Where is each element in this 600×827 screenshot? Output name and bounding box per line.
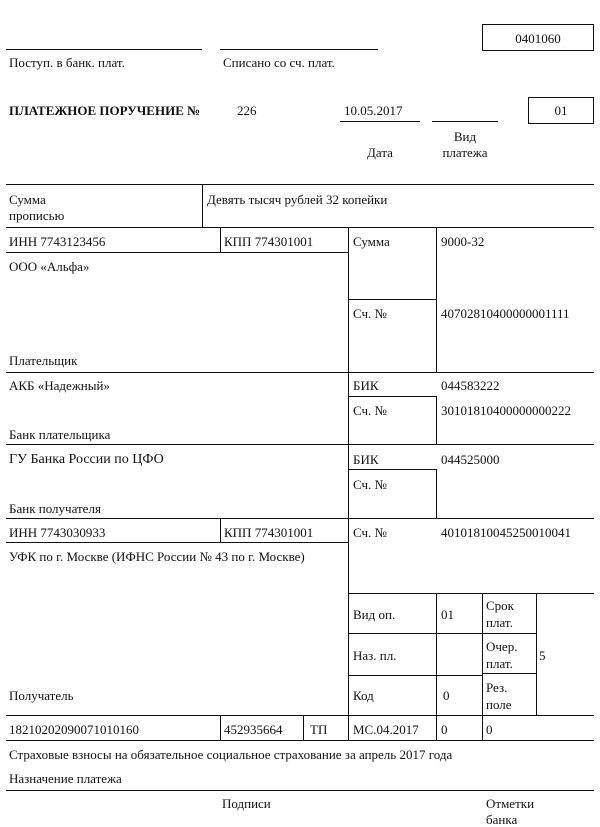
payment-type-label-1: Вид xyxy=(453,129,477,144)
received-label: Поступ. в банк. плат. xyxy=(9,55,125,70)
bank-marks-label-2: банка xyxy=(486,812,518,827)
period-value: МС.04.2017 xyxy=(353,722,419,737)
payer-account-label: Сч. № xyxy=(353,306,387,321)
queue-label-2: плат. xyxy=(486,656,513,671)
purpose-label: Назначение платежа xyxy=(9,771,122,786)
payee-name: УФК по г. Москве (ИФНС России № 43 по г. Москве) xyxy=(9,549,305,564)
queue-value: 5 xyxy=(539,648,546,663)
payer-name: ООО «Альфа» xyxy=(9,259,90,274)
bank-marks-label-1: Отметки xyxy=(486,796,535,811)
reserve-label-2: поле xyxy=(486,697,512,712)
payer-kpp: КПП 774301001 xyxy=(224,234,314,249)
col-line xyxy=(348,227,349,740)
payer-sum-value: 9000-32 xyxy=(441,234,485,249)
payee-bank-label: Банк получателя xyxy=(9,501,101,516)
row-line xyxy=(6,227,594,228)
row-line xyxy=(348,633,482,634)
payer-bank-label: Банк плательщика xyxy=(9,427,111,442)
row-line xyxy=(6,542,348,543)
status-code: 01 xyxy=(554,103,568,118)
col-line xyxy=(220,227,221,252)
col-line xyxy=(482,593,483,740)
table-bottom-line xyxy=(6,790,594,791)
payee-bank-bik-value: 044525000 xyxy=(441,452,500,467)
code-value: 0 xyxy=(443,688,450,703)
payee-inn: ИНН 7743030933 xyxy=(9,525,106,540)
reserve-label-1: Рез. xyxy=(486,680,508,695)
document-title: ПЛАТЕЖНОЕ ПОРУЧЕНИЕ № xyxy=(9,103,201,118)
payer-sum-label: Сумма xyxy=(353,234,390,249)
payer-account-value: 40702810400000001111 xyxy=(441,306,570,321)
debited-label: Списано со сч. плат. xyxy=(223,55,335,70)
form-code: 0401060 xyxy=(515,31,561,46)
payer-bank-account-value: 30101810400000000222 xyxy=(441,403,571,418)
col-line xyxy=(220,518,221,542)
row-line xyxy=(6,252,348,253)
doc-number-value: 0 xyxy=(441,722,448,737)
col-line xyxy=(303,715,304,740)
row-line xyxy=(6,444,594,445)
amount-words-label-1: Сумма xyxy=(9,192,46,207)
order-number: 226 xyxy=(237,103,257,118)
amount-words-value: Девять тысяч рублей 32 копейки xyxy=(207,192,388,207)
oktmo-value: 452935664 xyxy=(224,722,283,737)
row-line xyxy=(348,299,436,300)
row-line xyxy=(6,372,594,373)
op-type-label: Вид оп. xyxy=(353,607,396,622)
payer-label: Плательщик xyxy=(9,353,78,368)
row-line xyxy=(6,740,594,741)
row-line xyxy=(482,673,536,674)
payer-bank-account-label: Сч. № xyxy=(353,403,387,418)
row-line xyxy=(6,715,594,716)
payee-account-value: 40101810045250010041 xyxy=(441,525,571,540)
basis-value: ТП xyxy=(310,722,328,737)
due-label-1: Срок xyxy=(486,598,514,613)
payer-bank-bik-value: 044583222 xyxy=(441,378,500,393)
row-line xyxy=(348,675,482,676)
row-line xyxy=(348,469,436,470)
col-line xyxy=(536,593,537,715)
payee-kpp: КПП 774301001 xyxy=(224,525,314,540)
payee-label: Получатель xyxy=(9,688,74,703)
payment-type-label-2: платежа xyxy=(442,145,488,160)
received-line xyxy=(6,49,202,50)
kbk-value: 18210202090071010160 xyxy=(9,722,139,737)
payee-account-label: Сч. № xyxy=(353,525,387,540)
purpose-text: Страховые взносы на обязательное социальное страхование за апрель 2017 года xyxy=(9,747,453,762)
row-line xyxy=(348,396,436,397)
payer-bank-name: АКБ «Надежный» xyxy=(9,378,110,393)
table-top-line xyxy=(6,184,594,185)
code-label: Код xyxy=(353,688,374,703)
col-line xyxy=(436,593,437,740)
debited-line xyxy=(220,49,378,50)
due-label-2: плат. xyxy=(486,615,513,630)
col-line xyxy=(202,184,203,227)
doc-date-value: 0 xyxy=(486,722,493,737)
row-line xyxy=(482,633,536,634)
payee-bank-name: ГУ Банка России по ЦФО xyxy=(9,452,164,467)
signatures-label: Подписи xyxy=(222,796,271,811)
date-label: Дата xyxy=(367,145,393,160)
payer-inn: ИНН 7743123456 xyxy=(9,234,106,249)
purpose-code-label: Наз. пл. xyxy=(353,648,397,663)
row-line xyxy=(348,593,594,594)
payee-bank-bik-label: БИК xyxy=(353,452,379,467)
op-type-value: 01 xyxy=(441,607,454,622)
col-line xyxy=(436,396,437,444)
queue-label-1: Очер. xyxy=(486,639,518,654)
payee-bank-account-label: Сч. № xyxy=(353,477,387,492)
order-date: 10.05.2017 xyxy=(344,103,403,118)
amount-words-label-2: прописью xyxy=(9,208,65,223)
row-line xyxy=(6,518,594,519)
col-line xyxy=(220,715,221,740)
col-line xyxy=(436,227,437,372)
payer-bank-bik-label: БИК xyxy=(353,378,379,393)
payment-type-line xyxy=(432,121,498,122)
col-line xyxy=(436,469,437,518)
date-line xyxy=(340,121,420,122)
